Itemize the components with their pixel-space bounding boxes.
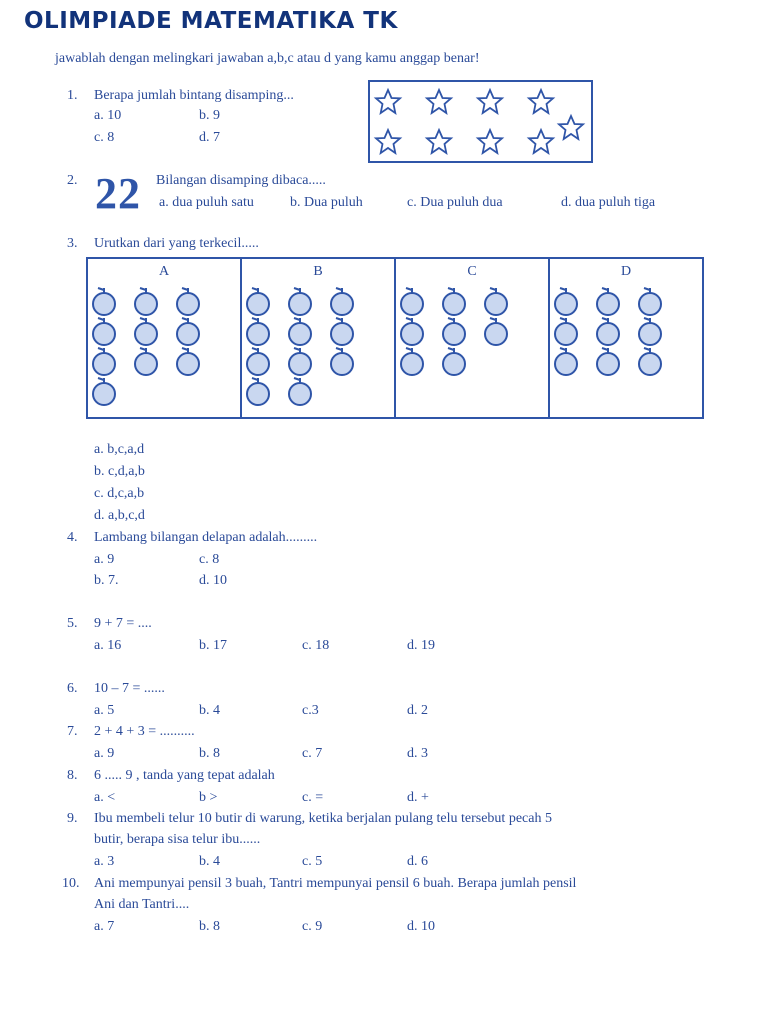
q2-option-b[interactable]: b. Dua puluh (290, 195, 363, 210)
apple-icon (247, 348, 269, 375)
apple-icon (443, 318, 465, 345)
q6-option-c[interactable]: c.3 (302, 703, 319, 718)
apple-icon (289, 378, 311, 405)
q4-option-a[interactable]: a. 9 (94, 552, 115, 567)
q2-option-d[interactable]: d. dua puluh tiga (561, 195, 656, 210)
apple-icon (93, 348, 115, 375)
column-label-d: D (620, 264, 632, 279)
star-icon (529, 90, 553, 113)
q5-number: 5. (67, 616, 78, 631)
apple-icon (93, 318, 115, 345)
q10-option-b[interactable]: b. 8 (199, 919, 220, 934)
q1-number: 1. (67, 88, 78, 103)
q7-option-a[interactable]: a. 9 (94, 746, 115, 761)
apple-icon (331, 348, 353, 375)
apple-icon (401, 348, 423, 375)
apple-icon (331, 288, 353, 315)
star-icon (478, 90, 502, 113)
apple-icon (247, 288, 269, 315)
page-title: OLIMPIADE MATEMATIKA TK (24, 8, 398, 34)
apple-icon (597, 288, 619, 315)
apple-icon (177, 348, 199, 375)
star-icon (478, 130, 502, 153)
instruction-text: jawablah dengan melingkari jawaban a,b,c atau d yang kamu anggap benar! (55, 51, 480, 66)
q9-option-c[interactable]: c. 5 (302, 854, 323, 869)
q8-option-c[interactable]: c. = (302, 790, 324, 805)
q3-option-c[interactable]: c. d,c,a,b (94, 486, 145, 501)
apple-icon (135, 318, 157, 345)
q6-option-a[interactable]: a. 5 (94, 703, 115, 718)
q5-option-b[interactable]: b. 17 (199, 638, 227, 653)
q2-number: 2. (67, 173, 78, 188)
column-label-a: A (158, 264, 170, 279)
q8-option-b[interactable]: b > (199, 790, 218, 805)
apple-icon (555, 318, 577, 345)
apple-icon (443, 348, 465, 375)
q3-question: Urutkan dari yang terkecil..... (94, 236, 259, 251)
apple-icon (247, 378, 269, 405)
q8-option-d[interactable]: d. + (407, 790, 429, 805)
stars-figure (370, 82, 591, 161)
q1-option-a[interactable]: a. 10 (94, 108, 122, 123)
apple-icon (639, 318, 661, 345)
q10-question-line1: Ani mempunyai pensil 3 buah, Tantri mempunyai pensil 6 buah. Berapa jumlah pensil (94, 876, 577, 891)
q7-option-d[interactable]: d. 3 (407, 746, 428, 761)
q4-option-b[interactable]: b. 7. (94, 573, 119, 588)
apple-icon (555, 348, 577, 375)
apple-icon (597, 348, 619, 375)
q7-option-b[interactable]: b. 8 (199, 746, 220, 761)
q10-question-line2: Ani dan Tantri.... (94, 897, 190, 912)
q4-option-d[interactable]: d. 10 (199, 573, 227, 588)
q5-question: 9 + 7 = .... (94, 616, 152, 631)
q2-big-number: 22 (95, 169, 141, 218)
q9-number: 9. (67, 811, 78, 826)
star-icon (529, 130, 553, 153)
q9-option-d[interactable]: d. 6 (407, 854, 428, 869)
q10-number: 10. (62, 876, 80, 891)
q1-question: Berapa jumlah bintang disamping... (94, 88, 294, 103)
star-icon (376, 130, 400, 153)
q1-option-b[interactable]: b. 9 (199, 108, 220, 123)
q8-number: 8. (67, 768, 78, 783)
q7-number: 7. (67, 724, 78, 739)
q3-option-a[interactable]: a. b,c,a,d (94, 442, 145, 457)
q10-option-c[interactable]: c. 9 (302, 919, 323, 934)
q8-question: 6 ..... 9 , tanda yang tepat adalah (94, 768, 275, 783)
column-label-c: C (467, 264, 477, 279)
q4-option-c[interactable]: c. 8 (199, 552, 220, 567)
q4-number: 4. (67, 530, 78, 545)
apple-icon (135, 348, 157, 375)
apple-icon (639, 288, 661, 315)
apple-icon (401, 288, 423, 315)
q10-option-d[interactable]: d. 10 (407, 919, 435, 934)
apple-icon (639, 348, 661, 375)
apple-icon (93, 288, 115, 315)
apple-icon (93, 378, 115, 405)
q10-option-a[interactable]: a. 7 (94, 919, 115, 934)
apple-icon (289, 288, 311, 315)
apple-icon (177, 318, 199, 345)
star-icon (427, 90, 451, 113)
q8-option-a[interactable]: a. < (94, 790, 116, 805)
q4-question: Lambang bilangan delapan adalah......... (94, 530, 318, 545)
q3-option-b[interactable]: b. c,d,a,b (94, 464, 145, 479)
q7-option-c[interactable]: c. 7 (302, 746, 323, 761)
apple-icon (135, 288, 157, 315)
q6-question: 10 – 7 = ...... (94, 681, 165, 696)
q2-option-a[interactable]: a. dua puluh satu (159, 195, 254, 210)
q9-option-b[interactable]: b. 4 (199, 854, 220, 869)
star-icon (559, 116, 583, 139)
apple-icon (289, 348, 311, 375)
q9-question-line1: Ibu membeli telur 10 butir di warung, ketika berjalan pulang telu tersebut pecah 5 (94, 811, 552, 826)
apple-icon (401, 318, 423, 345)
apple-icon (597, 318, 619, 345)
q5-option-c[interactable]: c. 18 (302, 638, 330, 653)
apple-icon (177, 288, 199, 315)
apple-icon (289, 318, 311, 345)
column-label-b: B (313, 264, 323, 279)
q6-number: 6. (67, 681, 78, 696)
q9-option-a[interactable]: a. 3 (94, 854, 115, 869)
q6-option-d[interactable]: d. 2 (407, 703, 428, 718)
q2-question: Bilangan disamping dibaca..... (156, 173, 326, 188)
q9-question-line2: butir, berapa sisa telur ibu...... (94, 832, 261, 847)
apples-figure (88, 259, 702, 417)
q3-number: 3. (67, 236, 78, 251)
apple-icon (443, 288, 465, 315)
q2-option-c[interactable]: c. Dua puluh dua (407, 195, 503, 210)
q3-option-d[interactable]: d. a,b,c,d (94, 508, 145, 523)
apple-icon (331, 318, 353, 345)
q5-option-a[interactable]: a. 16 (94, 638, 122, 653)
q1-option-c[interactable]: c. 8 (94, 130, 115, 145)
star-icon (376, 90, 400, 113)
apple-icon (485, 288, 507, 315)
apple-icon (485, 318, 507, 345)
apple-icon (247, 318, 269, 345)
stars-box (368, 80, 593, 163)
q6-option-b[interactable]: b. 4 (199, 703, 220, 718)
q5-option-d[interactable]: d. 19 (407, 638, 435, 653)
q1-option-d[interactable]: d. 7 (199, 130, 220, 145)
star-icon (427, 130, 451, 153)
apples-table (86, 257, 704, 419)
q7-question: 2 + 4 + 3 = .......... (94, 724, 195, 739)
apple-icon (555, 288, 577, 315)
